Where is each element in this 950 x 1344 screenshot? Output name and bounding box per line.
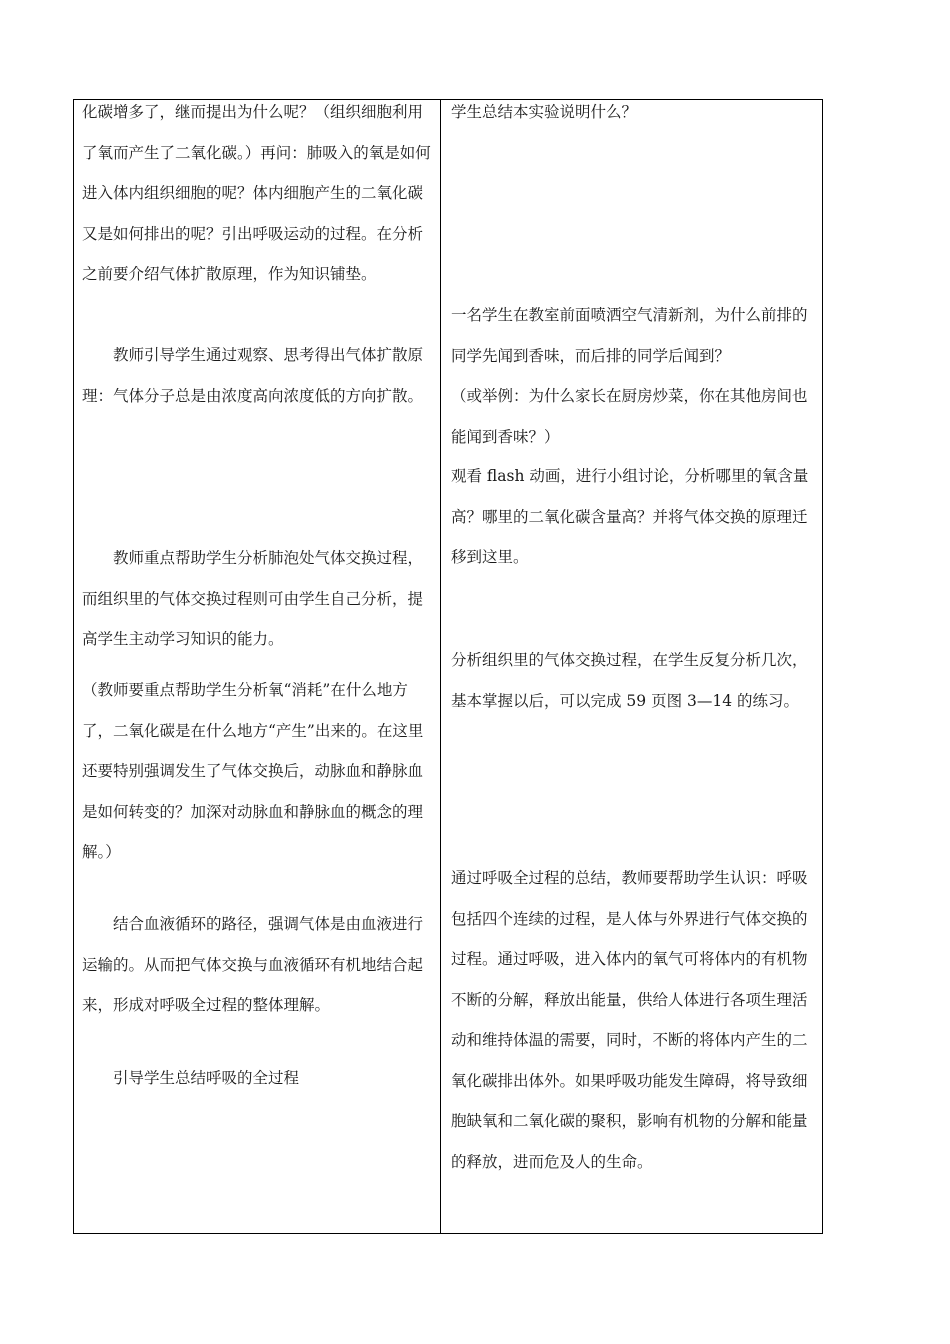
right-paragraph-6: 通过呼吸全过程的总结，教师要帮助学生认识：呼吸包括四个连续的过程，是人体与外界进行气体交换的过程。通过呼吸，进入体内的氧气可将体内的有机物不断的分解，释放出能量，供给人体进行各项生理活动和维持体温的需要，同时，不断的将体内产生的二氧化碳排出体外。如果呼吸功能发生障碍，将导致细胞缺氧和二氧化碳的聚积，影响有机物的分解和能量的释放，进而危及人的生命。 bbox=[451, 869, 808, 1171]
right-paragraph-3: （或举例：为什么家长在厨房炒菜，你在其他房间也能闻到香味？） bbox=[451, 387, 808, 446]
left-paragraph-1: 化碳增多了，继而提出为什么呢？（组织细胞利用了氧而产生了二氧化碳。）再问：肺吸入的氧是如何进入体内组织细胞的呢？体内细胞产生的二氧化碳又是如何排出的呢？引出呼吸运动的过程。在分析之前要介绍气体扩散原理，作为知识铺垫。 bbox=[82, 103, 431, 283]
left-paragraph-6: 引导学生总结呼吸的全过程 bbox=[113, 1069, 300, 1087]
right-paragraph-1: 学生总结本实验说明什么？ bbox=[451, 103, 638, 121]
left-paragraph-5: 结合血液循环的路径，强调气体是由血液进行运输的。从而把气体交换与血液循环有机地结合起来，形成对呼吸全过程的整体理解。 bbox=[82, 915, 424, 1014]
column-divider bbox=[440, 99, 441, 1234]
left-paragraph-3: 教师重点帮助学生分析肺泡处气体交换过程，而组织里的气体交换过程则可由学生自己分析，提高学生主动学习知识的能力。 bbox=[82, 549, 424, 648]
left-paragraph-4: （教师要重点帮助学生分析氧“消耗”在什么地方了，二氧化碳是在什么地方“产生”出来的。在这里还要特别强调发生了气体交换后，动脉血和静脉血是如何转变的？加深对动脉血和静脉血的概念的理解。） bbox=[82, 681, 424, 861]
right-paragraph-4: 观看 flash 动画，进行小组讨论，分析哪里的氧含量高？哪里的二氧化碳含量高？并将气体交换的原理迁移到这里。 bbox=[451, 467, 809, 566]
right-paragraph-5: 分析组织里的气体交换过程，在学生反复分析几次，基本掌握以后，可以完成 59 页图 3—14 的练习。 bbox=[451, 651, 808, 710]
left-paragraph-2: 教师引导学生通过观察、思考得出气体扩散原理：气体分子总是由浓度高向浓度低的方向扩散。 bbox=[82, 346, 424, 405]
right-paragraph-2: 一名学生在教室前面喷洒空气清新剂，为什么前排的同学先闻到香味，而后排的同学后闻到？ bbox=[451, 306, 808, 365]
